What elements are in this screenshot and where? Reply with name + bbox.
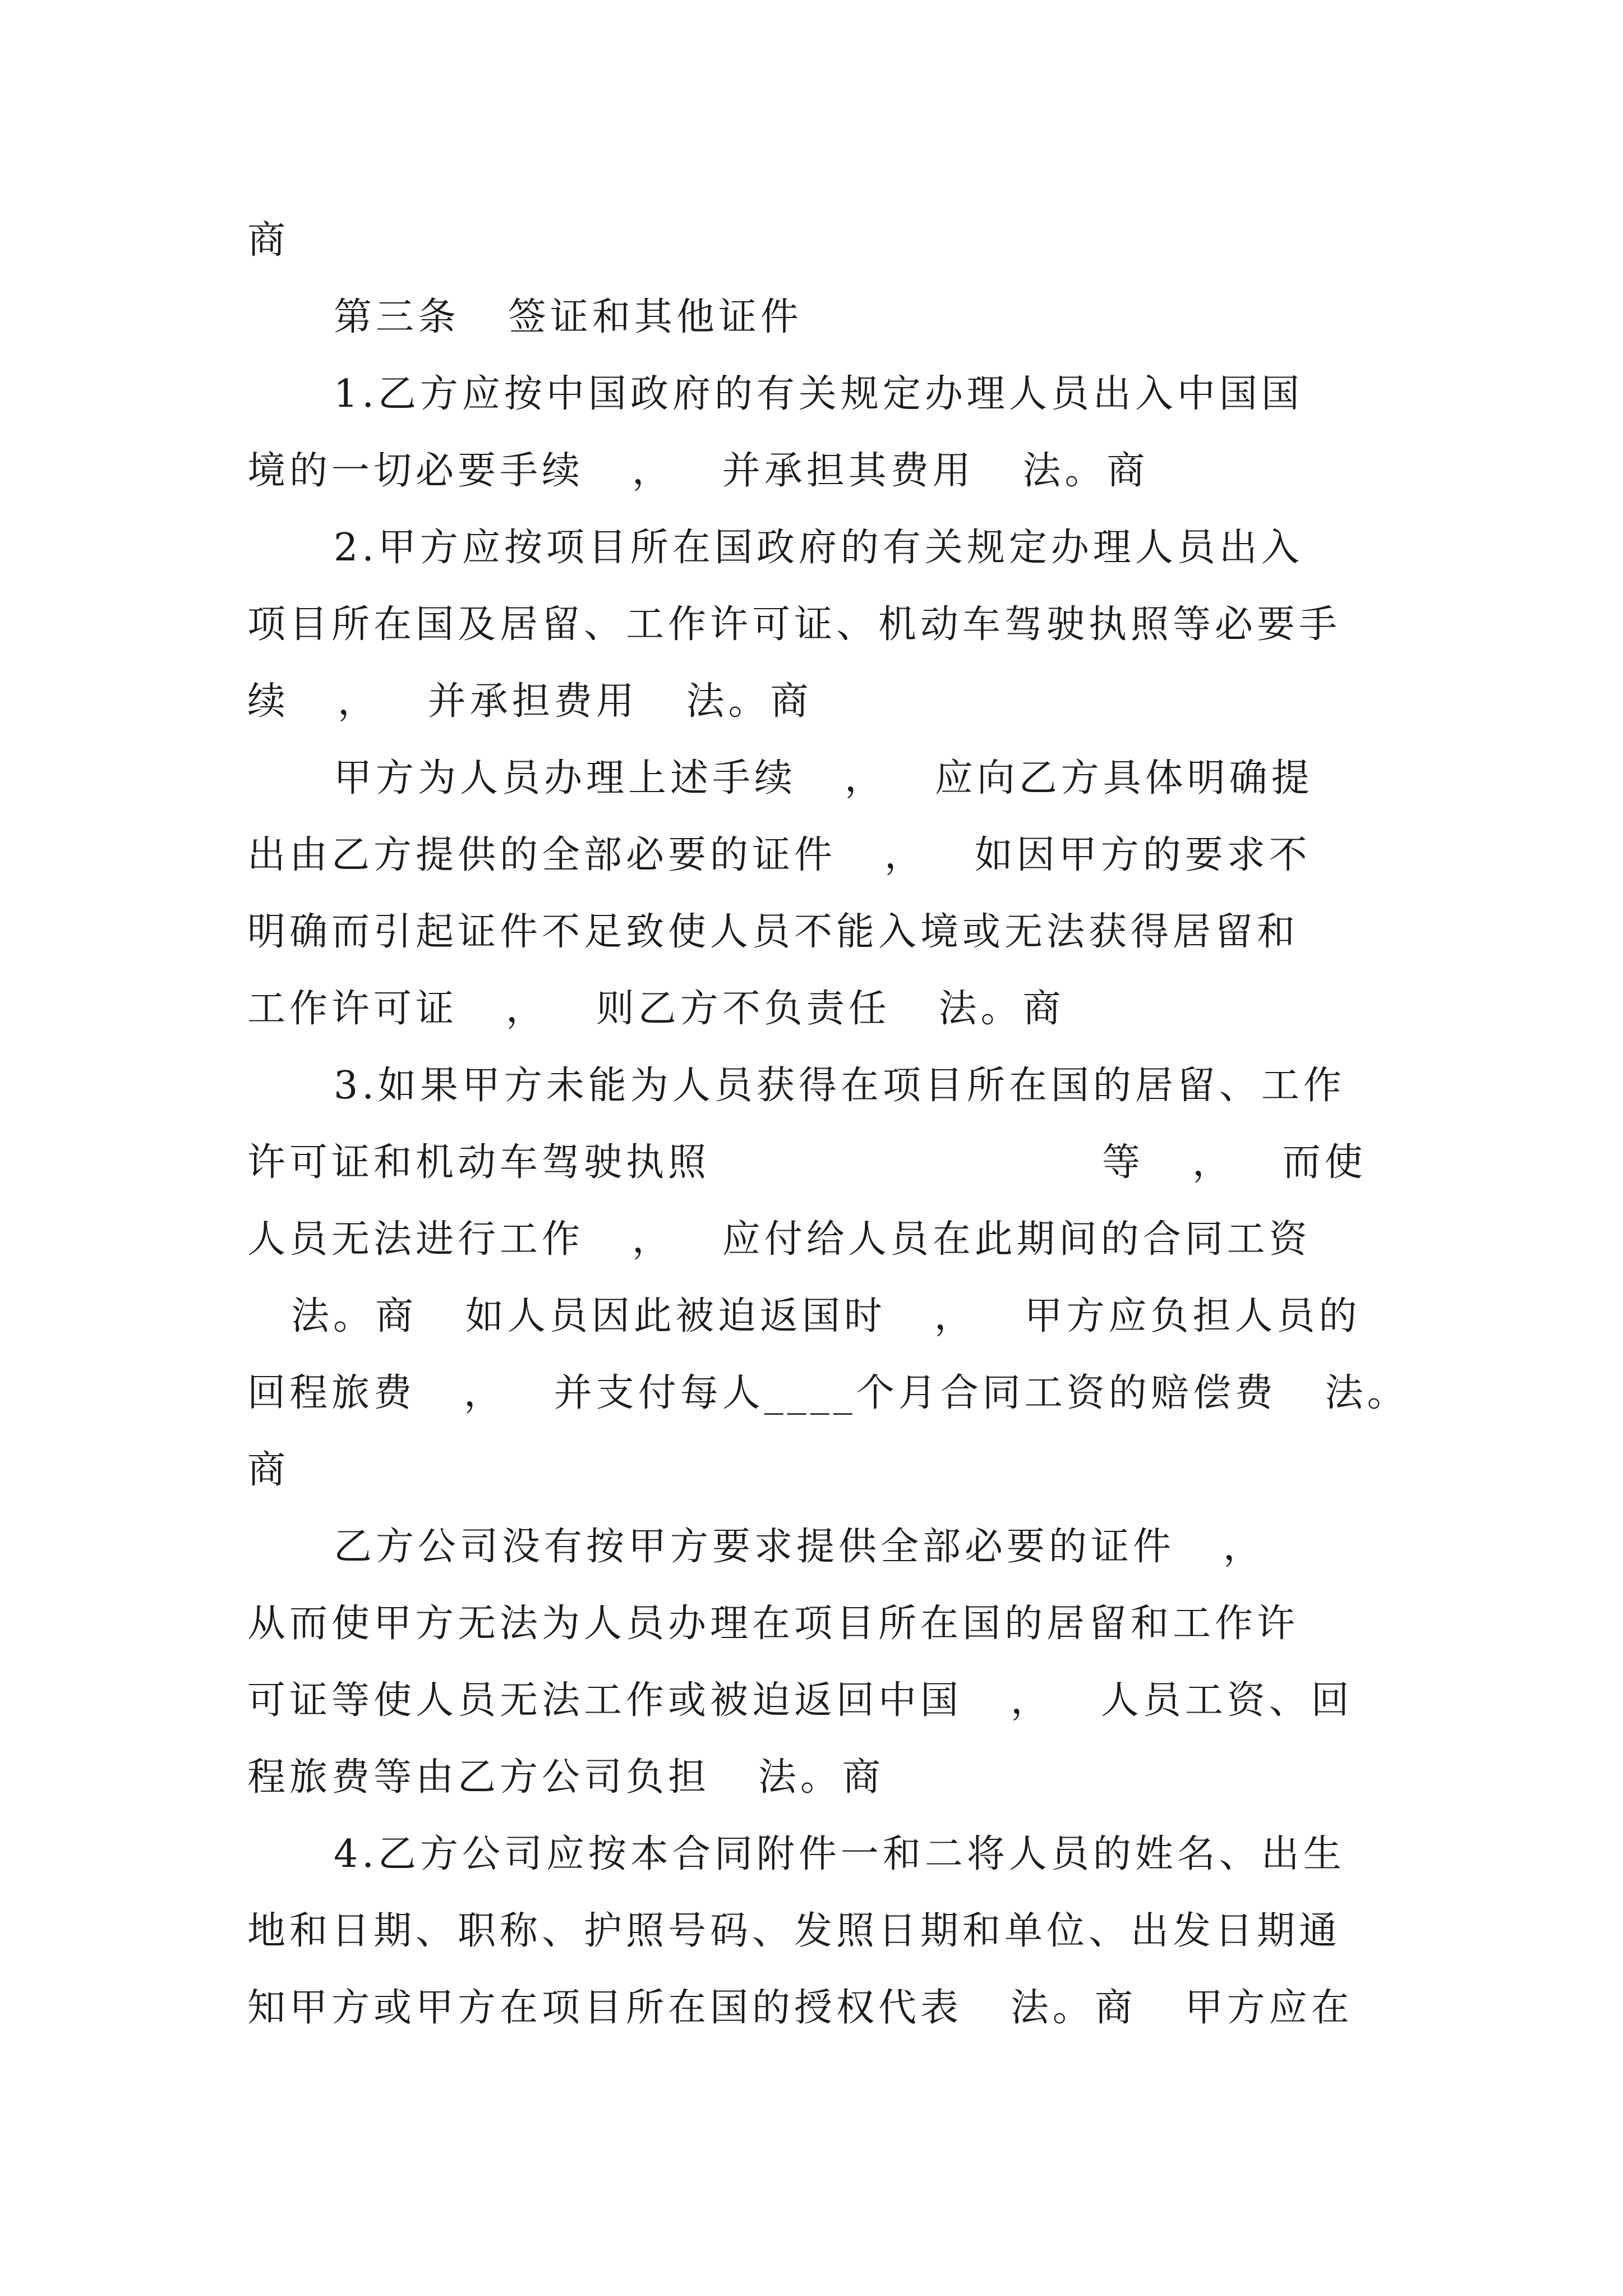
clause-1-line-1: 1.乙方应按中国政府的有关规定办理人员出入中国国 (334, 372, 1303, 416)
clause-4-line-3: 知甲方或甲方在项目所在国的授权代表 法。商 甲方应在 (247, 1986, 1353, 2030)
clause-3-line-4: 法。商 如人员因此被迫返国时 ， 甲方应负担人员的 (291, 1294, 1361, 1338)
clause-3-line-3: 人员无法进行工作 ， 应付给人员在此期间的合同工资 (247, 1217, 1311, 1262)
clause-1-line-2: 境的一切必要手续 ， 并承担其费用 法。商 (247, 449, 1149, 493)
paragraph-3b-line-3: 可证等使人员无法工作或被迫返回中国 ， 人员工资、回 (247, 1678, 1353, 1723)
paragraph-2b-line-1: 甲方为人员办理上述手续 ， 应向乙方具体明确提 (334, 756, 1313, 800)
article-3-heading: 第三条 签证和其他证件 (334, 295, 803, 339)
paragraph-3b-line-1: 乙方公司没有按甲方要求提供全部必要的证件 ， (334, 1525, 1265, 1569)
paragraph-2b-line-4: 工作许可证 ， 则乙方不负责任 法。商 (247, 987, 1065, 1031)
paragraph-2b-line-3: 明确而引起证件不足致使人员不能入境或无法获得居留和 (247, 910, 1299, 954)
clause-2-line-2: 项目所在国及居留、工作许可证、机动车驾驶执照等必要手 (247, 602, 1341, 647)
clause-3-line-2b: 等 ， 而使 (1102, 1140, 1367, 1185)
clause-2-line-3: 续 ， 并承担费用 法。商 (247, 679, 813, 724)
paragraph-3b-line-4: 程旅费等由乙方公司负担 法。商 (247, 1755, 884, 1800)
clause-3-line-5: 回程旅费 ， 并支付每人____个月合同工资的赔偿费 法。 (247, 1371, 1409, 1415)
paragraph-3b-line-2: 从而使甲方无法为人员办理在项目所在国的居留和工作许 (247, 1602, 1299, 1646)
clause-4-line-2: 地和日期、职称、护照号码、发照日期和单位、出发日期通 (247, 1909, 1341, 1953)
text-line-1: 商 (247, 218, 290, 263)
clause-3-line-6: 商 (247, 1448, 290, 1492)
clause-2-line-1: 2.甲方应按项目所在国政府的有关规定办理人员出入 (334, 526, 1303, 570)
paragraph-2b-line-2: 出由乙方提供的全部必要的证件 ， 如因甲方的要求不 (247, 833, 1311, 877)
clause-3-line-1: 3.如果甲方未能为人员获得在项目所在国的居留、工作 (334, 1064, 1345, 1108)
clause-4-line-1: 4.乙方公司应按本合同附件一和二将人员的姓名、出生 (334, 1832, 1345, 1876)
clause-3-line-2a: 许可证和机动车驾驶执照 (247, 1140, 711, 1185)
